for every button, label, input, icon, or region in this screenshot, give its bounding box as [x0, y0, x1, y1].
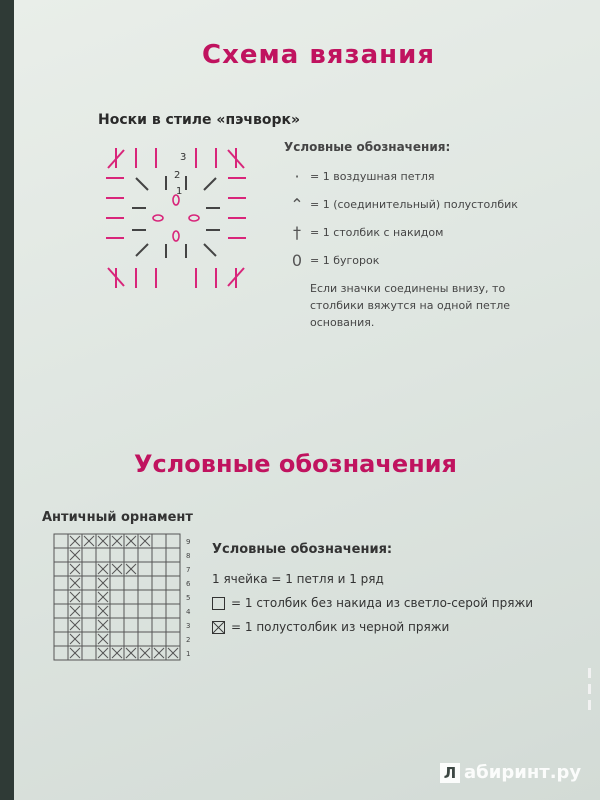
legend-row — [284, 190, 584, 218]
grid-cell — [152, 576, 166, 590]
grid-cell — [82, 646, 96, 660]
legend-section1 — [284, 140, 584, 331]
row-number: 8 — [186, 552, 191, 560]
grid-cell — [166, 534, 180, 548]
grid-cell — [138, 618, 152, 632]
legend-text: = 1 воздушная петля — [310, 169, 435, 183]
ornament-grid-chart — [42, 528, 202, 668]
diagram-label: 3 — [180, 152, 187, 163]
watermark — [440, 762, 581, 783]
section-title-knitting-scheme: Схема вязания — [202, 40, 436, 70]
section-subtitle-ornament: Античный орнамент — [42, 510, 193, 525]
grid-cell — [110, 618, 124, 632]
grid-cell — [152, 604, 166, 618]
grid-cell — [82, 576, 96, 590]
grid-cell — [110, 548, 124, 562]
grid-cell — [166, 632, 180, 646]
grid-cell — [166, 618, 180, 632]
grid-cell — [138, 548, 152, 562]
grid-cell — [82, 562, 96, 576]
double-crochet-icon: † — [293, 222, 301, 242]
legend-text: = 1 столбик без накида из светло-серой пряжи — [231, 596, 534, 610]
grid-cell — [124, 604, 138, 618]
row-number: 7 — [186, 566, 191, 574]
grid-cell — [110, 604, 124, 618]
grid-cell — [110, 576, 124, 590]
grid-cell — [96, 548, 110, 562]
grid-cell — [152, 534, 166, 548]
legend-row — [212, 591, 582, 615]
section-title-symbols: Условные обозначения — [134, 450, 457, 478]
legend-line: 1 ячейка = 1 петля и 1 ряд — [212, 572, 384, 586]
grid-cell — [54, 618, 68, 632]
legend-row — [284, 246, 584, 274]
row-number: 3 — [186, 622, 191, 630]
row-number: 1 — [186, 650, 191, 658]
grid-cell — [54, 576, 68, 590]
grid-cell — [82, 632, 96, 646]
crochet-chart-diagram — [96, 138, 256, 298]
labirint-logo-icon: Л — [440, 763, 460, 783]
grid-cell — [152, 632, 166, 646]
legend-heading: Условные обозначения: — [284, 140, 451, 154]
legend-note: Если значки соединены внизу, то столбики вяжутся на одной петле основания. — [310, 282, 511, 329]
grid-cell — [54, 562, 68, 576]
grid-cell — [110, 590, 124, 604]
watermark-text: абиринт.ру — [464, 762, 582, 783]
empty-cell-icon — [212, 597, 225, 610]
grid-cell — [124, 548, 138, 562]
legend-row — [212, 615, 582, 639]
legend-row — [284, 218, 584, 246]
crossed-cell-icon — [212, 621, 225, 634]
book-page — [14, 0, 600, 800]
grid-cell — [138, 604, 152, 618]
grid-cell — [54, 534, 68, 548]
grid-cell — [166, 562, 180, 576]
binding-marks — [588, 668, 594, 728]
grid-cell — [54, 632, 68, 646]
row-number: 6 — [186, 580, 191, 588]
grid-cell — [138, 590, 152, 604]
grid-cell — [152, 590, 166, 604]
row-number: 2 — [186, 636, 191, 644]
grid-cell — [124, 632, 138, 646]
legend-text: = 1 бугорок — [310, 253, 380, 267]
grid-cell — [166, 604, 180, 618]
diagram-label: 2 — [174, 170, 181, 181]
grid-cell — [166, 548, 180, 562]
row-number: 9 — [186, 538, 191, 546]
grid-cell — [124, 576, 138, 590]
grid-cell — [166, 590, 180, 604]
grid-cell — [110, 632, 124, 646]
grid-cell — [82, 618, 96, 632]
grid-cell — [54, 590, 68, 604]
grid-cell — [138, 632, 152, 646]
grid-cell — [152, 548, 166, 562]
row-number: 5 — [186, 594, 191, 602]
diagram-label: 1 — [176, 186, 183, 197]
legend-row — [284, 162, 584, 190]
grid-cell — [124, 590, 138, 604]
grid-cell — [54, 646, 68, 660]
grid-cell — [54, 604, 68, 618]
grid-cell — [138, 562, 152, 576]
legend-section2 — [212, 542, 582, 639]
legend-text: = 1 полустолбик из черной пряжи — [231, 620, 450, 634]
legend-text: = 1 столбик с накидом — [310, 225, 444, 239]
grid-cell — [82, 548, 96, 562]
legend-heading: Условные обозначения: — [212, 542, 393, 557]
bobble-stitch-icon: 0 — [291, 250, 303, 270]
grid-cell — [152, 562, 166, 576]
slip-stitch-icon: ⌃ — [290, 194, 304, 214]
legend-text: = 1 (соединительный) полустолбик — [310, 197, 518, 211]
grid-cell — [124, 618, 138, 632]
section-subtitle-socks: Носки в стиле «пэчворк» — [98, 112, 301, 128]
grid-cell — [82, 590, 96, 604]
grid-cell — [166, 576, 180, 590]
grid-cell — [152, 618, 166, 632]
row-number: 4 — [186, 608, 191, 616]
grid-cell — [54, 548, 68, 562]
grid-cell — [82, 604, 96, 618]
chain-stitch-icon: · — [294, 166, 300, 186]
grid-cell — [138, 576, 152, 590]
